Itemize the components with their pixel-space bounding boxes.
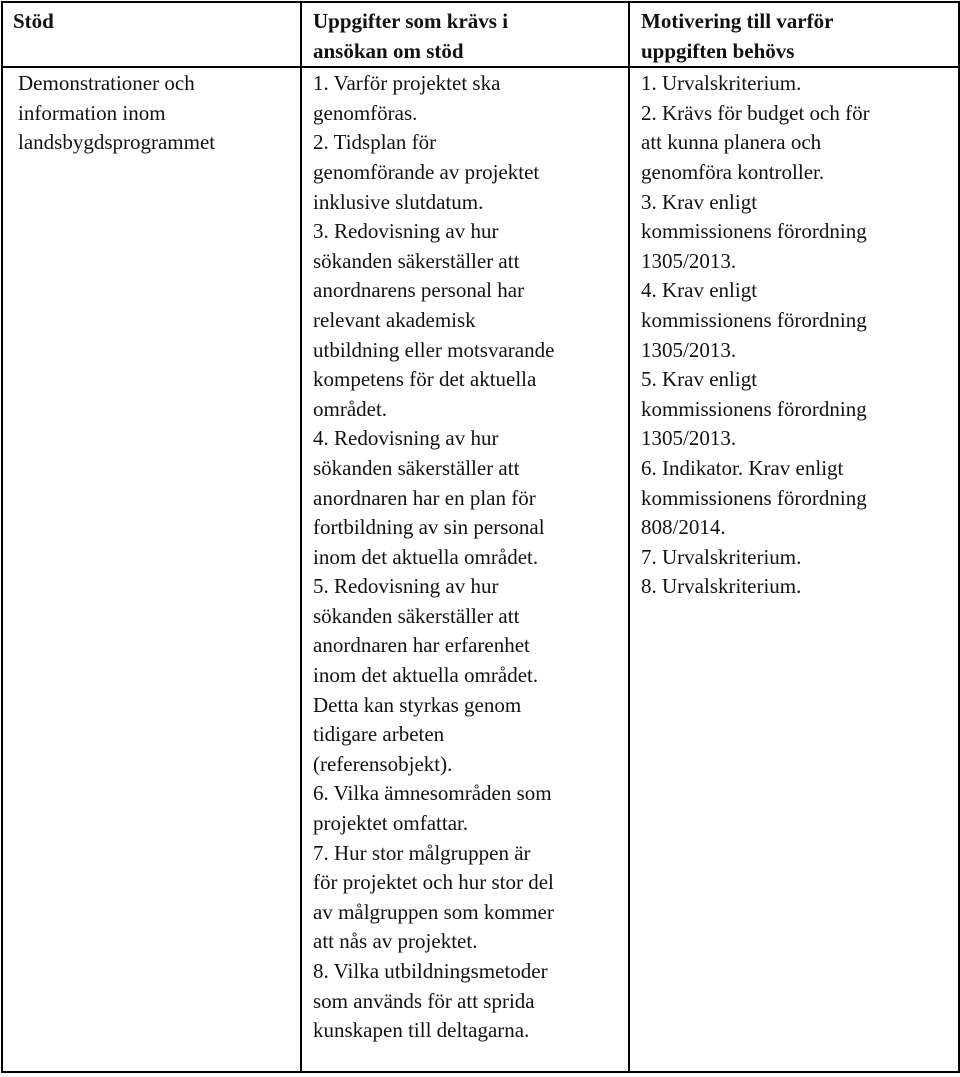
motivering-line: 4. Krav enligt [641,278,758,303]
motivering-line: 1305/2013. [641,337,737,362]
header-line: uppgiften behövs [641,38,795,63]
uppgifter-line: kompetens för det aktuella [313,367,537,392]
uppgifter-line: 5. Redovisning av hur [313,574,499,599]
motivering-line: genomföra kontroller. [641,159,825,184]
uppgifter-line: tidigare arbeten [313,722,445,747]
uppgifter-line: 4. Redovisning av hur [313,426,499,451]
motivering-line: kommissionens förordning [641,219,867,244]
motivering-line: 1305/2013. [641,426,737,451]
uppgifter-line: anordnarens personal har [313,278,525,303]
motivering-line: 2. Krävs för budget och för [641,100,870,125]
uppgifter-line: inom det aktuella området. [313,544,539,569]
motivering-line: kommissionens förordning [641,307,867,332]
stod-line: Demonstrationer och [18,71,195,96]
uppgifter-line: 7. Hur stor målgruppen är [313,840,531,865]
header-line: Uppgifter som krävs i [313,9,509,33]
uppgifter-line: anordnaren har en plan för [313,485,536,510]
table-row [2,67,959,1072]
requirements-table [1,1,960,1073]
cell-stod [2,67,301,1072]
header-uppgifter [301,2,629,67]
table-header-row [2,2,959,67]
cell-uppgifter [301,67,629,1072]
uppgifter-line: genomföras. [313,100,418,125]
motivering-line: 1305/2013. [641,248,737,273]
uppgifter-line: utbildning eller motsvarande [313,337,555,362]
uppgifter-line: inom det aktuella området. [313,663,539,688]
uppgifter-line: 8. Vilka utbildningsmetoder [313,959,548,983]
motivering-line: 6. Indikator. Krav enligt [641,455,844,480]
motivering-line: 808/2014. [641,515,726,540]
uppgifter-line: 3. Redovisning av hur [313,219,499,244]
uppgifter-line: 1. Varför projektet ska [313,71,501,96]
cell-motivering [629,67,959,1072]
uppgifter-line: 6. Vilka ämnesområden som [313,781,552,806]
uppgifter-line: sökanden säkerställer att [313,455,520,480]
motivering-line: 1. Urvalskriterium. [641,71,802,96]
motivering-line: 8. Urvalskriterium. [641,574,802,599]
uppgifter-line: som används för att sprida [313,988,535,1013]
uppgifter-line: Detta kan styrkas genom [313,692,522,717]
uppgifter-line: relevant akademisk [313,307,476,332]
uppgifter-line: för projektet och hur stor del [313,870,554,895]
header-stod [2,2,301,67]
uppgifter-line: sökanden säkerställer att [313,248,520,273]
motivering-line: 3. Krav enligt [641,189,758,214]
uppgifter-line: av målgruppen som kommer [313,899,554,924]
stod-line: information inom [18,100,166,125]
motivering-line: kommissionens förordning [641,396,867,421]
uppgifter-line: (referensobjekt). [313,751,453,776]
motivering-line: 5. Krav enligt [641,367,758,392]
header-line: Stöd [13,9,54,33]
motivering-line: att kunna planera och [641,130,822,155]
header-line: Motivering till varför [641,9,834,33]
uppgifter-line: att nås av projektet. [313,929,478,954]
uppgifter-line: projektet omfattar. [313,811,469,836]
header-motivering [629,2,959,67]
motivering-line: kommissionens förordning [641,485,867,510]
uppgifter-line: kunskapen till deltagarna. [313,1018,530,1043]
uppgifter-line: sökanden säkerställer att [313,603,520,628]
uppgifter-line: inklusive slutdatum. [313,189,484,214]
uppgifter-line: fortbildning av sin personal [313,515,545,540]
uppgifter-line: området. [313,396,388,421]
uppgifter-line: 2. Tidsplan för [313,130,437,155]
uppgifter-line: anordnaren har erfarenhet [313,633,530,658]
stod-line: landsbygdsprogrammet [18,130,216,155]
header-line: ansökan om stöd [313,38,464,63]
uppgifter-line: genomförande av projektet [313,159,540,184]
motivering-line: 7. Urvalskriterium. [641,544,802,569]
